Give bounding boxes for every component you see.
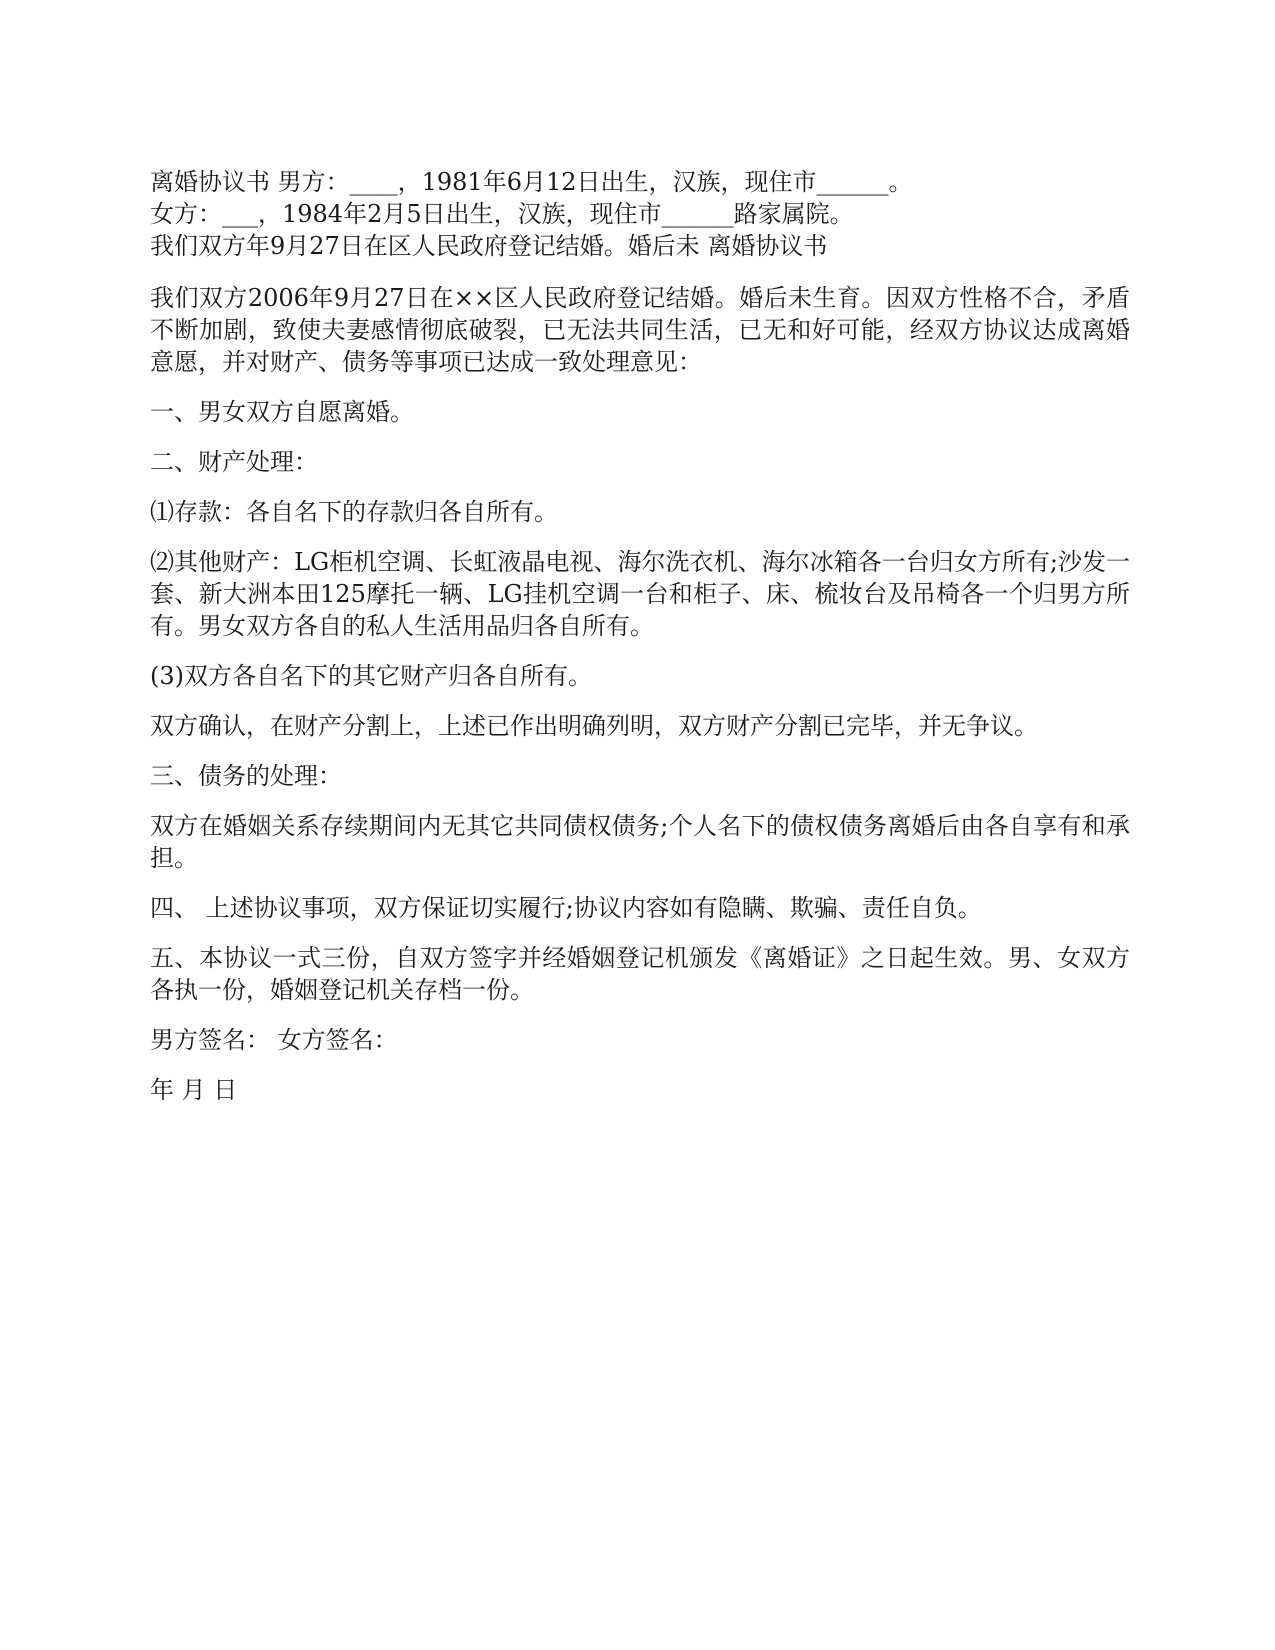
property-other: ⑵其他财产：LG柜机空调、长虹液晶电视、海尔洗衣机、海尔冰箱各一台归女方所有;沙发一套、新大洲本田125摩托一辆、LG挂机空调一台和柜子、床、梳妆台及吊椅各一个归男方所有。男女双方各自的私人生活用品归各自所有。	[150, 548, 1130, 640]
clause-four: 四、 上述协议事项，双方保证切实履行;协议内容如有隐瞒、欺骗、责任自负。	[150, 894, 982, 922]
clause-three-heading: 三、债务的处理：	[150, 762, 342, 790]
property-confirmation: 双方确认，在财产分割上，上述已作出明确列明，双方财产分割已完毕，并无争议。	[150, 712, 1038, 740]
header-line-marriage: 我们双方年9月27日在区人民政府登记结婚。婚后未 离婚协议书	[150, 232, 828, 260]
debt-paragraph: 双方在婚姻关系存续期间内无其它共同债权债务;个人名下的债权债务离婚后由各自享有和承担。	[150, 812, 1130, 872]
intro-paragraph: 我们双方2006年9月27日在××区人民政府登记结婚。婚后未生育。因双方性格不合，矛盾不断加剧，致使夫妻感情彻底破裂，已无法共同生活，已无和好可能，经双方协议达成离婚意愿，并对财产、债务等事项已达成一致处理意见：	[150, 284, 1130, 376]
clause-two-heading: 二、财产处理：	[150, 448, 318, 476]
date-line: 年 月 日	[150, 1076, 238, 1104]
clause-one: 一、男女双方自愿离婚。	[150, 398, 414, 426]
property-deposits: ⑴存款：各自名下的存款归各自所有。	[150, 498, 558, 526]
document-page	[150, 166, 1130, 1106]
property-remaining: (3)双方各自名下的其它财产归各自所有。	[150, 662, 592, 690]
signature-line: 男方签名： 女方签名：	[150, 1026, 398, 1054]
header-line-man: 离婚协议书 男方：____，1981年6月12日出生，汉族，现住市______。	[150, 168, 913, 196]
header-line-woman: 女方：___，1984年2月5日出生，汉族，现住市______路家属院。	[150, 200, 854, 228]
document-header	[150, 166, 1130, 262]
clause-five: 五、本协议一式三份，自双方签字并经婚姻登记机颁发《离婚证》之日起生效。男、女双方各执一份，婚姻登记机关存档一份。	[150, 944, 1130, 1004]
